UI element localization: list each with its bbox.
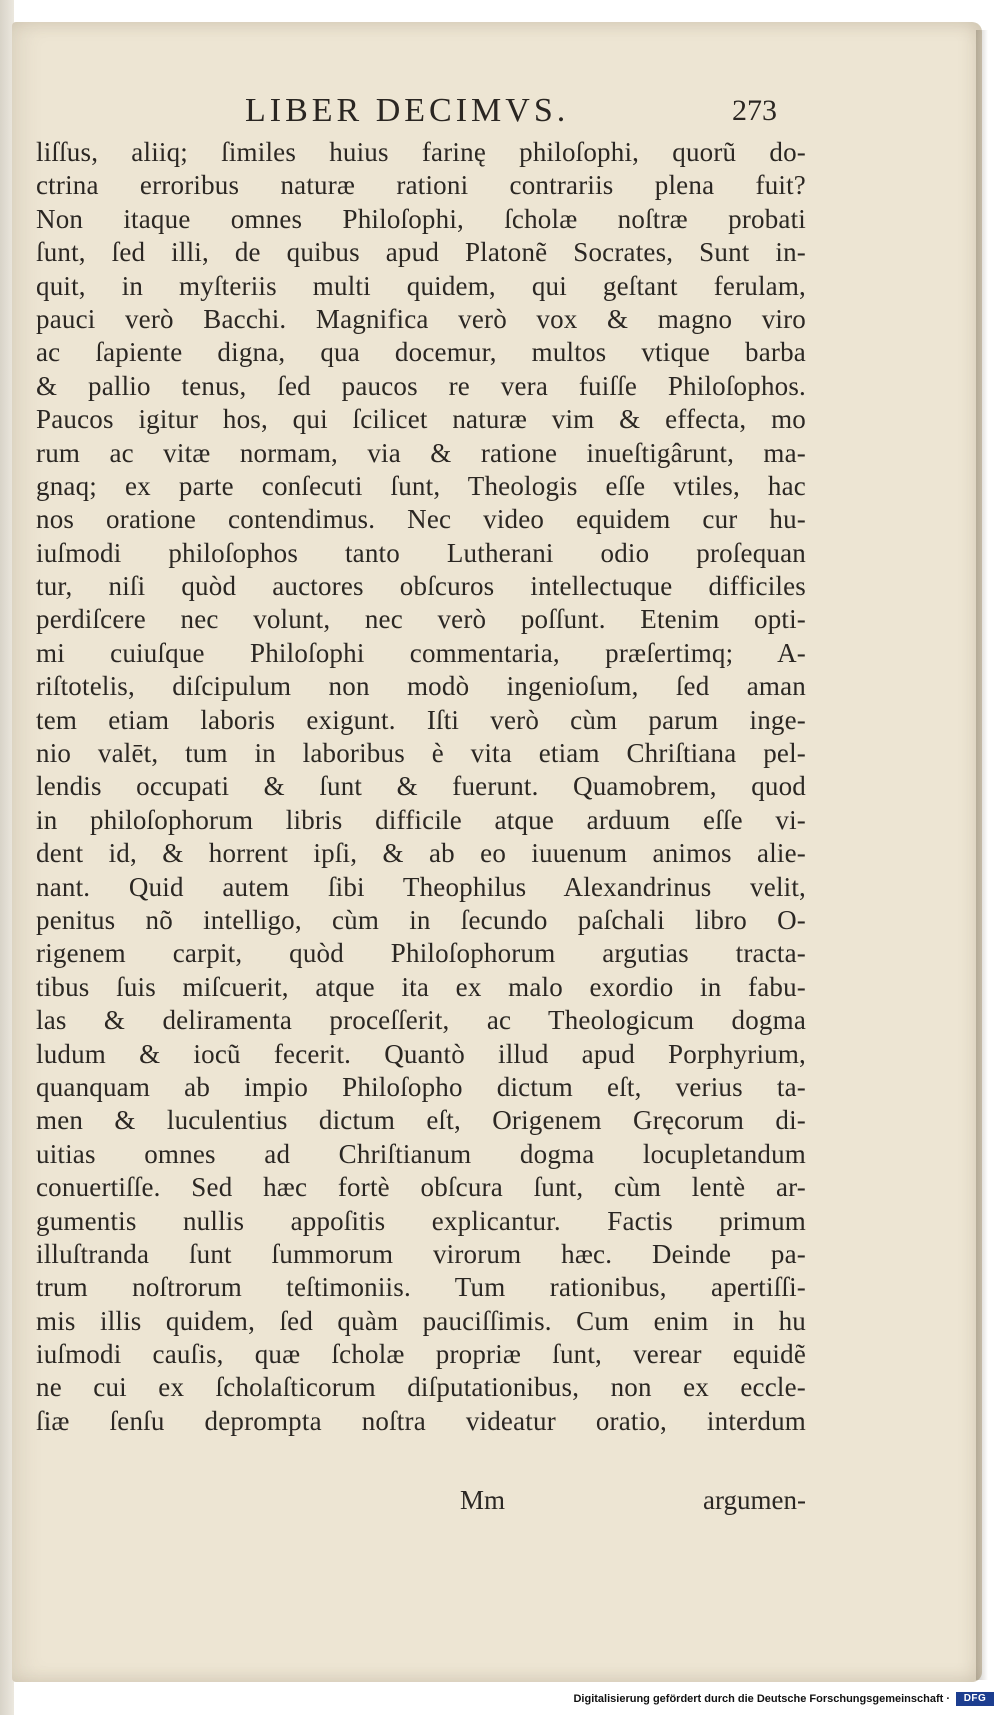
text-line: uitias omnes ad Chriſtianum dogma locupletandum	[36, 1138, 806, 1169]
text-line: dent id, & horrent ipſi, & ab eo iuuenum animos alie-	[36, 838, 806, 869]
text-line: trum noſtrorum teſtimoniis. Tum rationibus, apertiſſi-	[36, 1272, 806, 1303]
text-line: ſunt, ſed illi, de quibus apud Platonẽ Socrates, Sunt in-	[36, 237, 806, 268]
text-line: mi cuiuſque Philoſophi commentaria, præſertimq; A-	[36, 637, 806, 668]
page-header	[40, 88, 810, 138]
text-line: gumentis nullis appoſitis explicantur. Factis primum	[36, 1205, 806, 1236]
text-line: gnaq; ex parte conſecuti ſunt, Theologis eſſe vtiles, hac	[36, 470, 806, 501]
text-line: nant. Quid autem ſibi Theophilus Alexandrinus velit,	[36, 871, 806, 902]
text-line: tibus ſuis miſcuerit, atque ita ex malo exordio in fabu-	[36, 971, 806, 1002]
text-line: & pallio tenus, ſed paucos re vera fuiſſe Philoſophos.	[36, 370, 806, 401]
text-line: riſtotelis, diſcipulum non modò ingenioſum, ſed aman	[36, 671, 806, 702]
text-line: ne cui ex ſcholaſticorum diſputationibus, non ex eccle-	[36, 1372, 806, 1403]
text-line: tur, niſi quòd auctores obſcuros intellectuque difficiles	[36, 571, 806, 602]
text-line: las & deliramenta proceſſerit, ac Theologicum dogma	[36, 1005, 806, 1036]
body-text	[36, 136, 806, 1438]
page-number: 273	[732, 94, 777, 127]
running-head: LIBER DECIMVS.	[245, 92, 570, 129]
text-line: perdiſcere nec volunt, nec verò poſſunt. Etenim opti-	[36, 604, 806, 635]
text-line: conuertiſſe. Sed hæc fortè obſcura ſunt, cùm lentè ar-	[36, 1172, 806, 1203]
text-line: ludum & iocũ fecerit. Quantò illud apud Porphyrium,	[36, 1038, 806, 1069]
text-line: Paucos igitur hos, qui ſcilicet naturæ vim & effecta, mo	[36, 404, 806, 435]
dfg-logo: DFG	[956, 1692, 994, 1706]
text-line: quit, in myſteriis multi quidem, qui geſtant ferulam,	[36, 270, 806, 301]
text-line: ac ſapiente digna, qua docemur, multos vtique barba	[36, 337, 806, 368]
text-line: nio valēt, tum in laboribus è vita etiam Chriſtiana pel-	[36, 738, 806, 769]
text-line: mis illis quidem, ſed quàm pauciſſimis. Cum enim in hu	[36, 1305, 806, 1336]
text-line: in philoſophorum libris difficile atque arduum eſſe vi-	[36, 804, 806, 835]
catchword: argumen-	[703, 1485, 806, 1515]
catchline	[36, 1485, 806, 1521]
page-edge-shadow	[976, 30, 988, 1680]
text-line: tem etiam laboris exigunt. Iſti verò cùm parum inge-	[36, 704, 806, 735]
text-line: iuſmodi cauſis, quæ ſcholæ propriæ ſunt, verear equidẽ	[36, 1339, 806, 1370]
text-line: ſiæ ſenſu deprompta noſtra videatur oratio, interdum	[36, 1405, 806, 1436]
text-line: lendis occupati & ſunt & fuerunt. Quamobrem, quod	[36, 771, 806, 802]
text-line: iuſmodi philoſophos tanto Lutherani odio proſequan	[36, 537, 806, 568]
text-line: liſſus, aliiq; ſimiles huius farinę philoſophi, quorũ do-	[36, 137, 806, 167]
text-line: rum ac vitæ normam, via & ratione inueſtigârunt, ma-	[36, 437, 806, 468]
signature-mark: Mm	[460, 1485, 506, 1515]
text-line: illuſtranda ſunt ſummorum virorum hæc. Deinde pa-	[36, 1238, 806, 1269]
text-line: quanquam ab impio Philoſopho dictum eſt, verius ta-	[36, 1071, 806, 1102]
text-line: Non itaque omnes Philoſophi, ſcholæ noſtræ probati	[36, 203, 806, 234]
text-line: penitus nõ intelligo, cùm in ſecundo paſchali libro O-	[36, 904, 806, 935]
text-line: nos oratione contendimus. Nec video equidem cur hu-	[36, 504, 806, 535]
text-line: men & luculentius dictum eſt, Origenem Gręcorum di-	[36, 1105, 806, 1136]
text-line: rigenem carpit, quòd Philoſophorum argutias tracta-	[36, 938, 806, 969]
digitization-credit: Digitalisierung gefördert durch die Deutsche Forschungsgemeinschaft ·	[573, 1693, 950, 1705]
text-line: pauci verò Bacchi. Magnifica verò vox & magno viro	[36, 303, 806, 334]
text-line: ctrina erroribus naturæ rationi contrariis plena fuit?	[36, 170, 806, 201]
